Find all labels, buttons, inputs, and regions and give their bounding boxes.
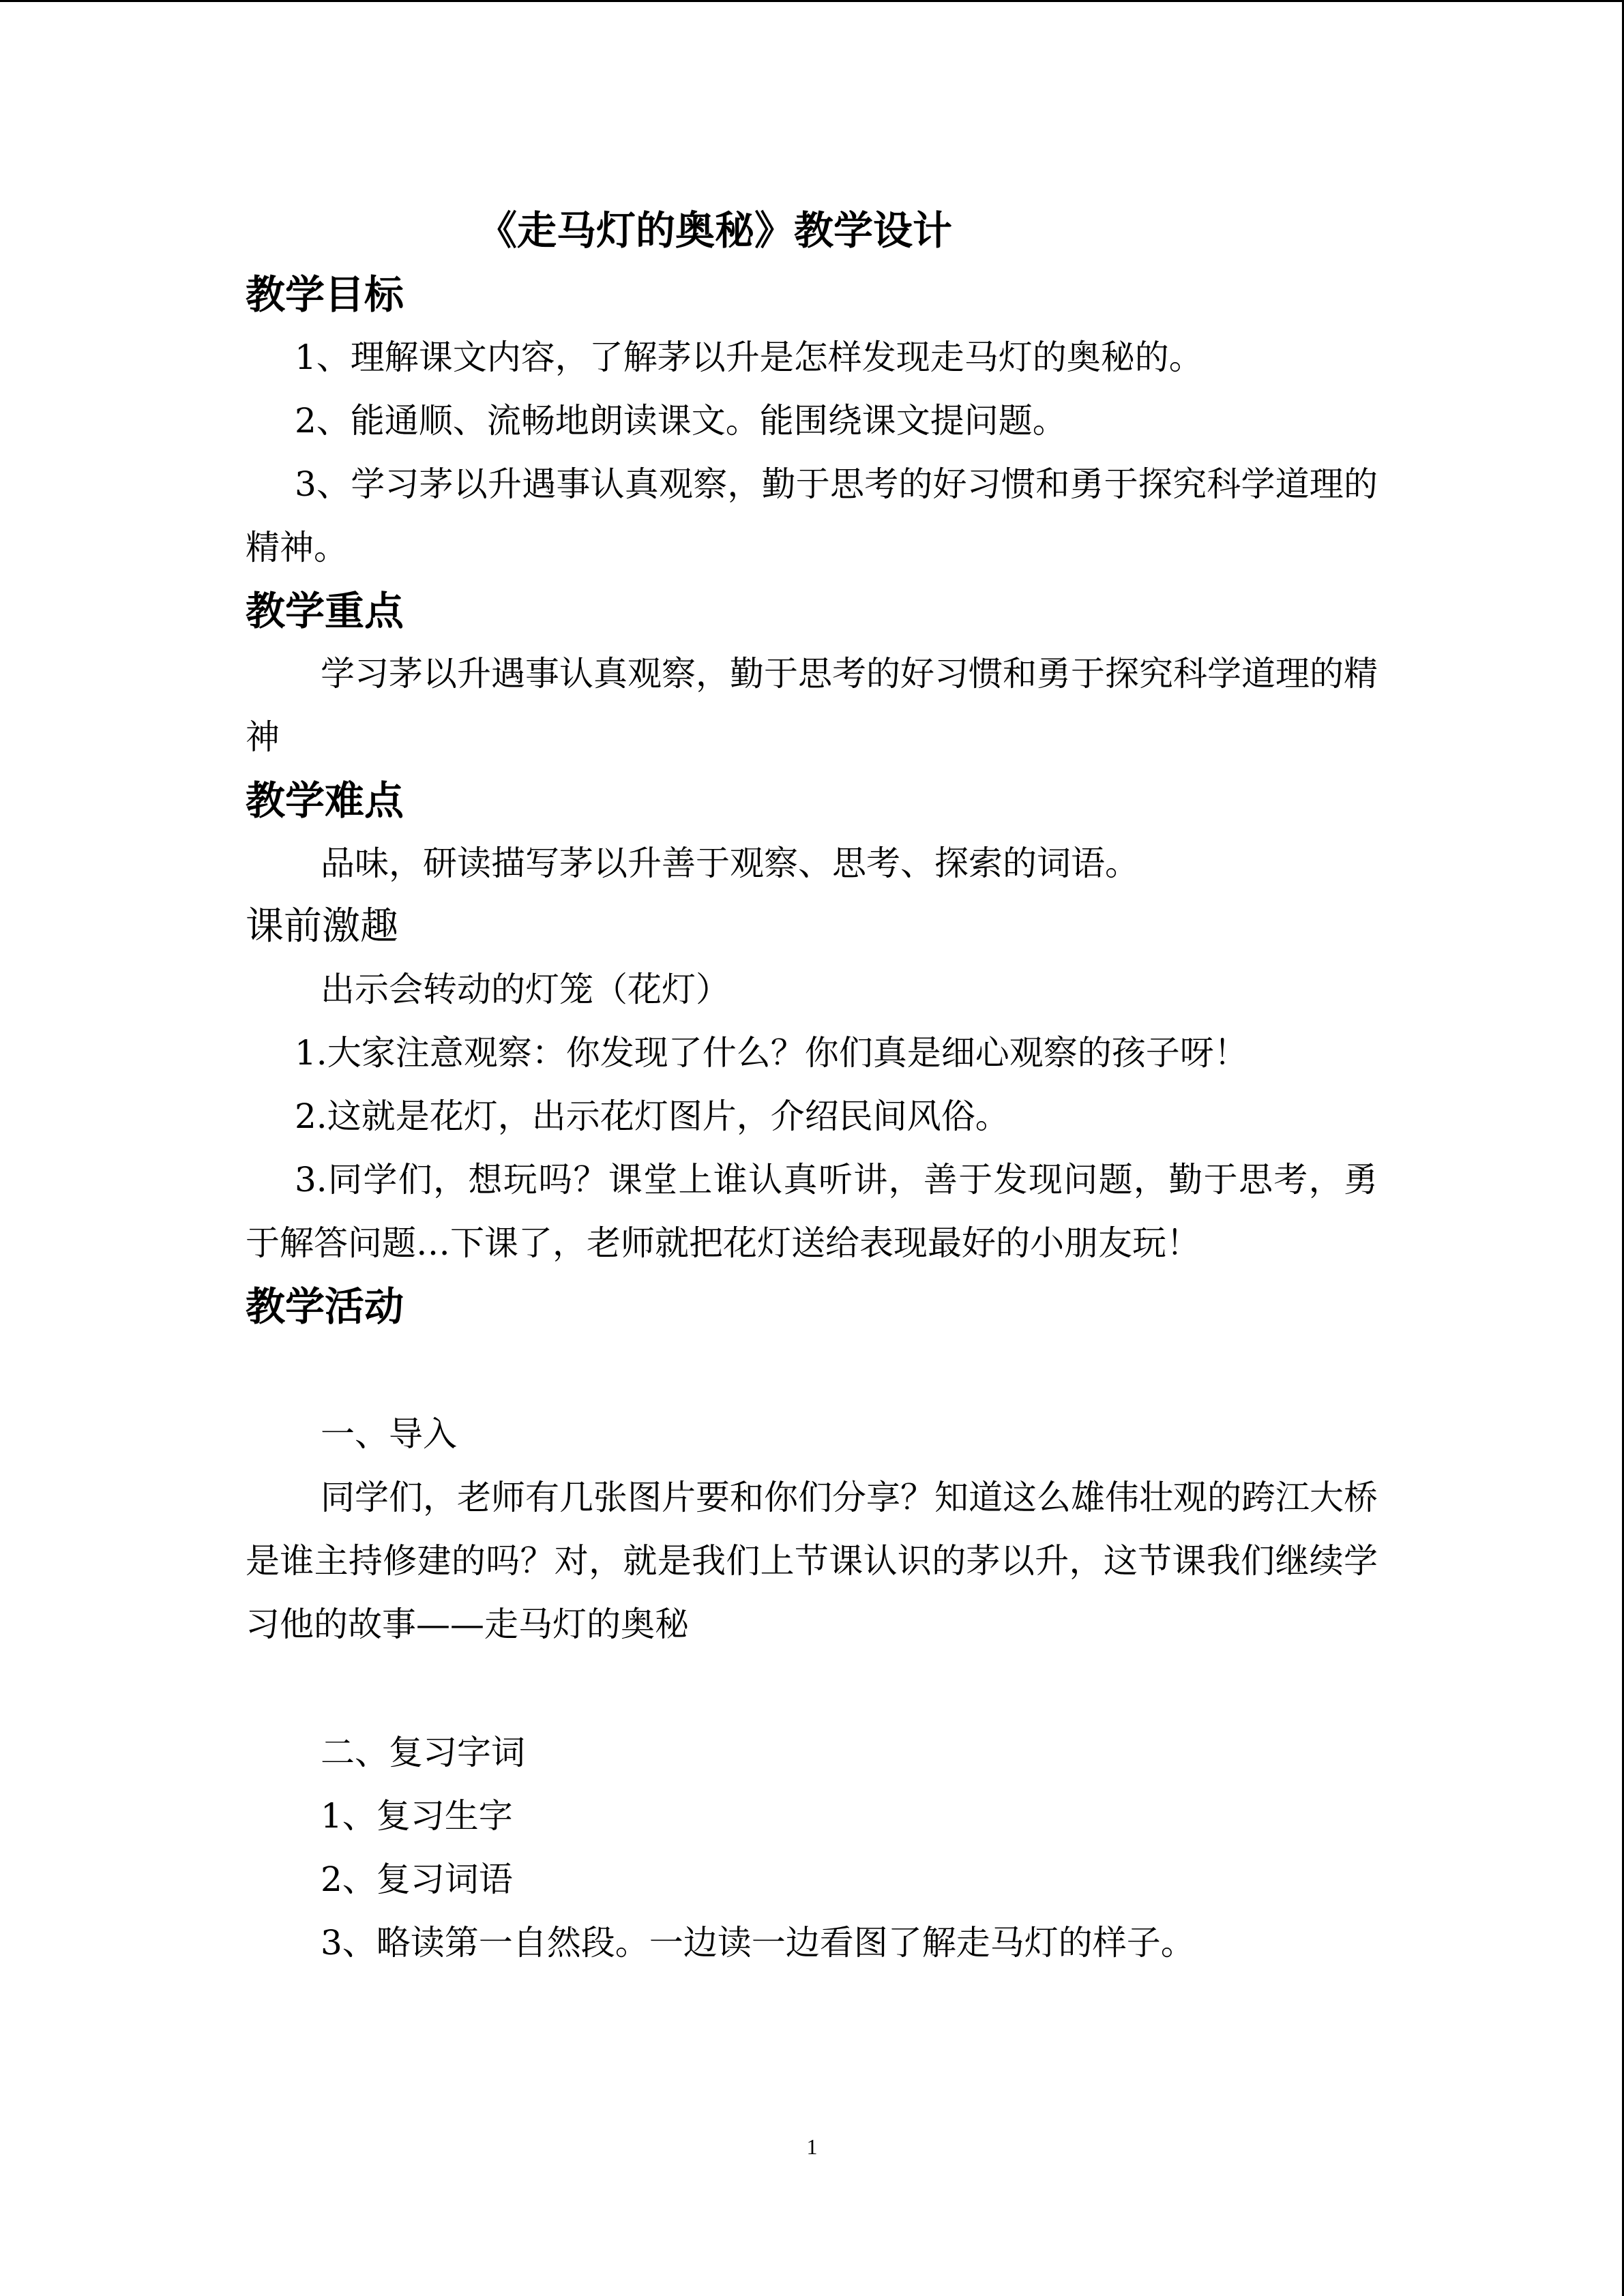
activity-part-title: 二、复习字词 [321, 1733, 525, 1772]
document-title: 《走马灯的奥秘》教学设计 [477, 207, 953, 254]
warmup-item: 2.这就是花灯，出示花灯图片，介绍民间风俗。 [295, 1097, 1009, 1136]
goal-item: 1、理解课文内容，了解茅以升是怎样发现走马灯的奥秘的。 [295, 338, 1203, 377]
page-number: 1 [806, 2134, 818, 2159]
activity-part-title: 一、导入 [321, 1414, 457, 1454]
spacer [246, 1338, 1378, 1403]
warmup-item: 1.大家注意观察：你发现了什么？你们真是细心观察的孩子呀！ [295, 1033, 1248, 1073]
section-heading-goals: 教学目标 [246, 271, 404, 318]
warmup-item: 3.同学们，想玩吗？课堂上谁认真听讲，善于发现问题，勤于思考，勇于解答问题…下课了，老师就把花灯送给表现最好的小朋友玩！ [246, 1160, 1378, 1263]
review-item: 1、复习生字 [321, 1796, 513, 1836]
key-points-text: 学习茅以升遇事认真观察，勤于思考的好习惯和勇于探究科学道理的精神 [246, 654, 1378, 757]
spacer [246, 1656, 1378, 1721]
section-heading-activities: 教学活动 [246, 1283, 404, 1330]
goal-item: 3、学习茅以升遇事认真观察，勤于思考的好习惯和勇于探究科学道理的精神。 [246, 464, 1378, 567]
section-heading-difficulties: 教学难点 [246, 777, 404, 824]
review-item: 3、略读第一自然段。一边读一边看图了解走马灯的样子。 [321, 1923, 1195, 1963]
review-item: 2、复习词语 [321, 1860, 513, 1899]
section-heading-warmup: 课前激趣 [246, 904, 398, 949]
warmup-intro: 出示会转动的灯笼（花灯） [321, 970, 730, 1009]
page-top-border [0, 0, 1624, 2]
document-body [246, 198, 1378, 1975]
activity-part-text: 同学们，老师有几张图片要和你们分享？知道这么雄伟壮观的跨江大桥是谁主持修建的吗？对，就是我们上节课认识的茅以升，这节课我们继续学习他的故事——走马灯的奥秘 [246, 1478, 1378, 1644]
difficulties-text: 品味，研读描写茅以升善于观察、思考、探索的词语。 [321, 844, 1139, 883]
goal-item: 2、能通顺、流畅地朗读课文。能围绕课文提问题。 [295, 401, 1067, 441]
section-heading-key-points: 教学重点 [246, 588, 404, 634]
